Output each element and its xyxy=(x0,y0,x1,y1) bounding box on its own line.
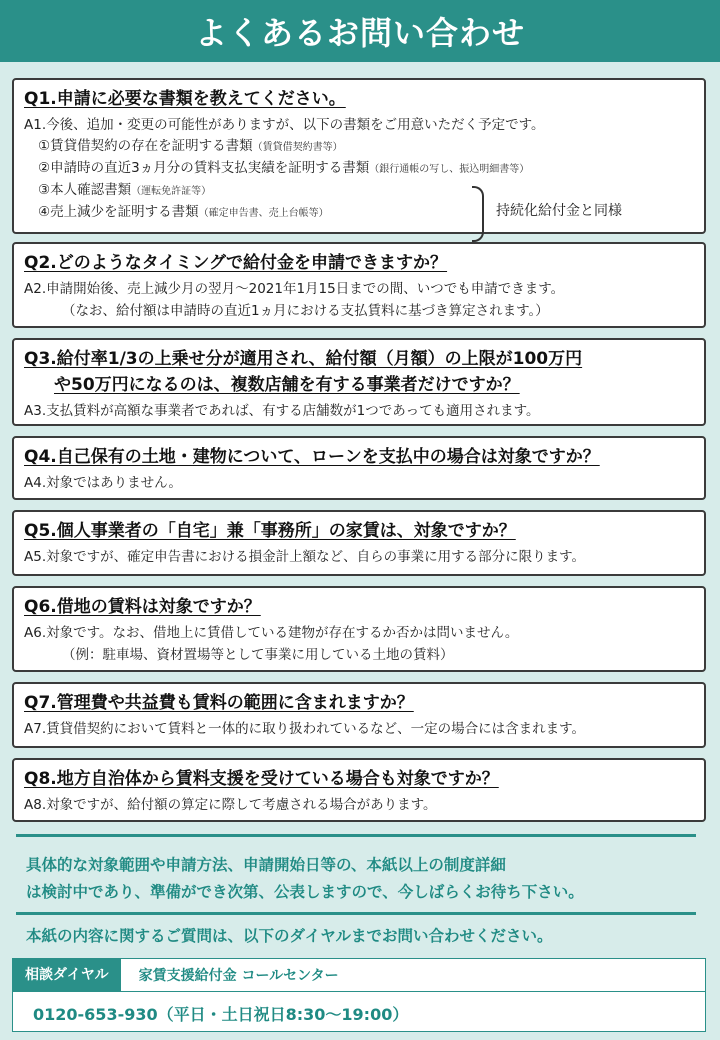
faq-question-cont: や50万円になるのは、複数店舗を有する事業者だけですか？ xyxy=(54,375,520,395)
notice-line: 具体的な対象範囲や申請方法、申請開始日等の、本紙以上の制度詳細 xyxy=(26,856,506,874)
faq-item-1 xyxy=(12,78,706,234)
divider xyxy=(16,912,696,915)
faq-question: Q1.申請に必要な書類を教えてください。 xyxy=(24,89,346,109)
required-document xyxy=(24,158,694,180)
required-document xyxy=(24,136,694,158)
faq-item-4 xyxy=(12,436,706,500)
faq-item-8 xyxy=(12,758,706,822)
notice-line: は検討中であり、準備ができ次第、公表しますので、今しばらくお待ち下さい。 xyxy=(26,883,584,901)
faq-answer: A8.対象ですが、給付額の算定に際して考慮される場合があります。 xyxy=(24,797,437,813)
document-name: ①賃貸借契約の存在を証明する書類 xyxy=(38,138,253,154)
contact-label: 相談ダイヤル xyxy=(13,959,121,991)
faq-answer-note: （例：駐車場、資材置場等として事業に用している土地の賃料） xyxy=(62,647,454,663)
faq-answer-note: （なお、給付額は申請時の直近1ヵ月における支払賃料に基づき算定されます。） xyxy=(62,303,549,319)
document-note: （銀行通帳の写し、振込明細書等） xyxy=(369,164,530,175)
faq-question: Q5.個人事業者の「自宅」兼「事務所」の家賃は、対象ですか？ xyxy=(24,521,516,541)
faq-item-5 xyxy=(12,510,706,576)
contact-lead: 本紙の内容に関するご質問は、以下のダイヤルまでお問い合わせください。 xyxy=(26,927,553,945)
faq-answer: A6.対象です。なお、借地上に賃借している建物が存在するか否かは問いません。 xyxy=(24,625,519,641)
faq-question: Q4.自己保有の土地・建物について、ローンを支払中の場合は対象ですか？ xyxy=(24,447,600,467)
faq-answer: A7.賃貸借契約において賃料と一体的に取り扱われているなど、一定の場合には含まれます。 xyxy=(24,721,586,737)
page-header xyxy=(0,0,720,62)
faq-item-2 xyxy=(12,242,706,328)
contact-box xyxy=(12,958,706,1032)
contact-header xyxy=(13,959,705,992)
brace-label: 持続化給付金と同様 xyxy=(496,203,622,219)
document-note: （賃貸借契約書等） xyxy=(252,142,343,153)
faq-item-6 xyxy=(12,586,706,672)
document-note: （確定申告書、売上台帳等） xyxy=(198,208,329,219)
faq-question: Q8.地方自治体から賃料支援を受けている場合も対象ですか？ xyxy=(24,769,499,789)
divider xyxy=(16,834,696,837)
document-name: ③本人確認書類 xyxy=(38,182,132,198)
required-document xyxy=(24,180,694,202)
document-note: （運転免許証等） xyxy=(131,186,212,197)
faq-question: Q3.給付率1/3の上乗せ分が適用され、給付額（月額）の上限が100万円 xyxy=(24,349,583,369)
page-title: よくあるお問い合わせ xyxy=(194,14,525,52)
call-center-name: 家賃支援給付金 コールセンター xyxy=(138,968,339,984)
faq-question: Q7.管理費や共益費も賃料の範囲に含まれますか？ xyxy=(24,693,414,713)
document-name: ②申請時の直近3ヵ月分の賃料支払実績を証明する書類 xyxy=(38,160,370,176)
notice-text xyxy=(26,852,706,906)
faq-answer: A2.申請開始後、売上減少月の翌月～2021年1月15日までの間、いつでも申請できます。 xyxy=(24,281,565,297)
faq-question: Q2.どのようなタイミングで給付金を申請できますか？ xyxy=(24,253,448,273)
faq-item-7 xyxy=(12,682,706,748)
faq-item-3 xyxy=(12,338,706,426)
faq-answer: A3.支払賃料が高額な事業者であれば、有する店舗数が1つであっても適用されます。 xyxy=(24,403,540,419)
phone-number[interactable]: 0120-653-930（平日・土日祝日8:30～19:00） xyxy=(33,1005,409,1024)
document-name: ④売上減少を証明する書類 xyxy=(38,204,199,220)
faq-answer: A4.対象ではありません。 xyxy=(24,475,182,491)
faq-question: Q6.借地の賃料は対象ですか？ xyxy=(24,597,261,617)
faq-answer: A5.対象ですが、確定申告書における損金計上額など、自らの事業に用する部分に限ります。 xyxy=(24,549,586,565)
brace-bracket xyxy=(472,186,484,242)
faq-answer: A1.今後、追加・変更の可能性がありますが、以下の書類をご用意いただく予定です。 xyxy=(24,117,545,133)
